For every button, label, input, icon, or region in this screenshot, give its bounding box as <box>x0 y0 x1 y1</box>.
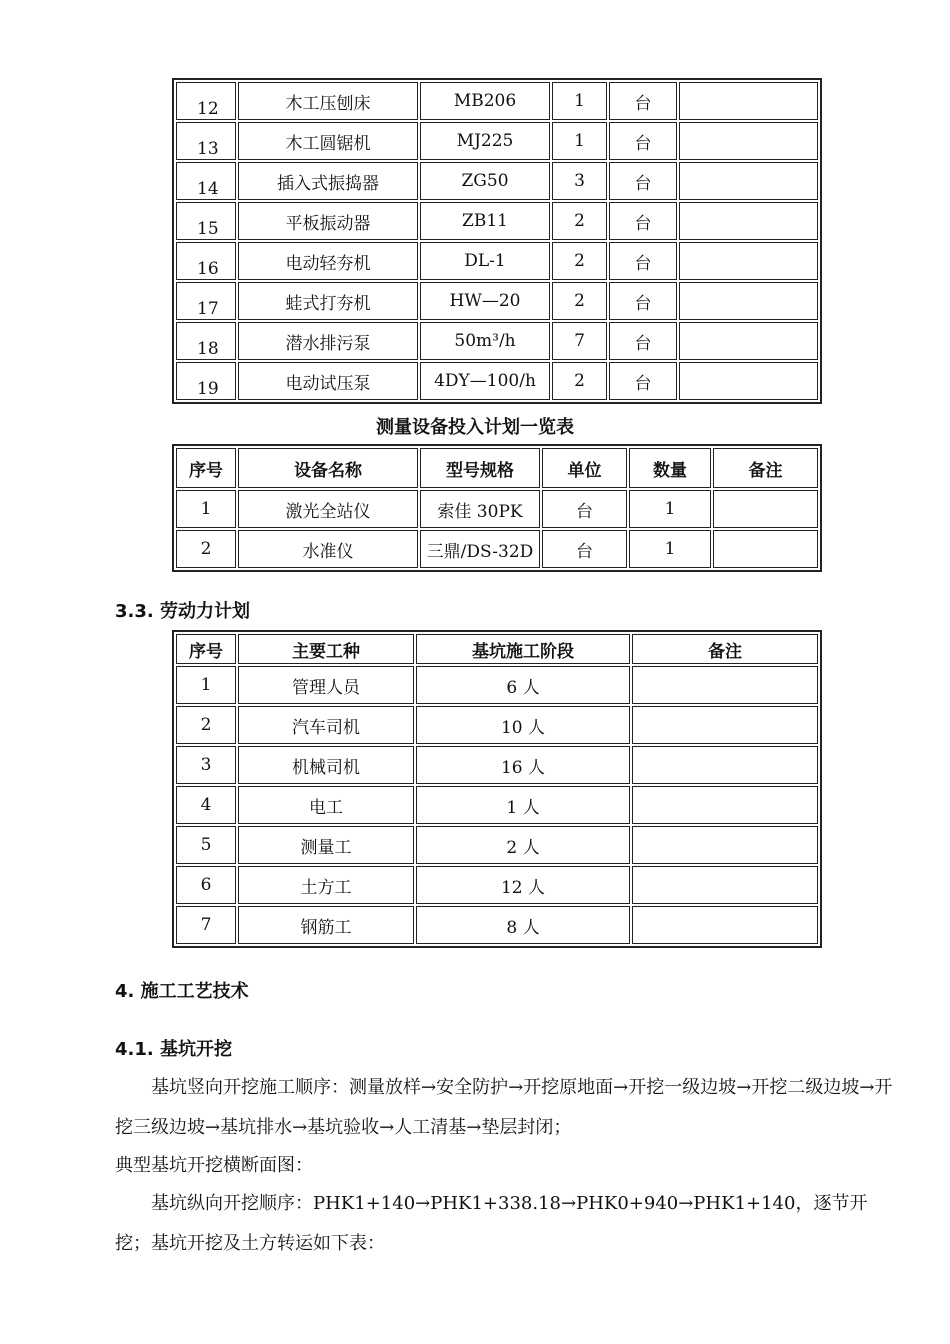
table-cell: 2 <box>552 362 607 400</box>
table-cell: 三鼎/DS-32D <box>420 530 540 568</box>
table-cell: 测量工 <box>238 826 414 864</box>
table-cell: 4 <box>176 786 236 824</box>
table-row <box>176 866 818 904</box>
table-cell: 激光全站仪 <box>238 490 418 528</box>
table-cell: 7 <box>552 322 607 360</box>
table-cell: 插入式振捣器 <box>238 162 418 200</box>
table-cell: 2 <box>552 202 607 240</box>
table-cell: DL-1 <box>420 242 550 280</box>
header-cell: 备注 <box>713 448 818 488</box>
table-cell: 2 <box>176 530 236 568</box>
table-row <box>176 490 818 528</box>
table-cell: 潜水排污泵 <box>238 322 418 360</box>
table-cell <box>632 746 818 784</box>
labor-table <box>172 630 822 948</box>
table-cell: 木工压刨床 <box>238 82 418 120</box>
table-cell: 8 人 <box>416 906 630 944</box>
table-cell: 台 <box>609 162 677 200</box>
table-cell: 台 <box>542 530 627 568</box>
table-cell: 14 <box>176 162 236 200</box>
table-cell <box>679 322 818 360</box>
table-row <box>176 202 818 240</box>
table-cell: 水准仪 <box>238 530 418 568</box>
table-cell <box>679 362 818 400</box>
table-cell <box>679 122 818 160</box>
table-cell: 木工圆锯机 <box>238 122 418 160</box>
table-cell: 管理人员 <box>238 666 414 704</box>
table-row <box>176 322 818 360</box>
table-cell: 蛙式打夯机 <box>238 282 418 320</box>
table-cell: 19 <box>176 362 236 400</box>
header-cell: 基坑施工阶段 <box>416 634 630 664</box>
header-cell: 序号 <box>176 634 236 664</box>
table-cell: 16 人 <box>416 746 630 784</box>
table-cell: 1 <box>629 530 711 568</box>
table-cell: 3 <box>176 746 236 784</box>
table-row <box>176 826 818 864</box>
table-row <box>176 706 818 744</box>
table-cell: 17 <box>176 282 236 320</box>
table-cell: 6 人 <box>416 666 630 704</box>
table-cell <box>679 162 818 200</box>
header-cell: 序号 <box>176 448 236 488</box>
table-cell: 土方工 <box>238 866 414 904</box>
equipment-table <box>172 78 822 404</box>
table-cell: 50m³/h <box>420 322 550 360</box>
table-cell: 电工 <box>238 786 414 824</box>
table-cell <box>679 282 818 320</box>
table-row <box>176 122 818 160</box>
table-cell: 台 <box>609 362 677 400</box>
table-cell: 12 <box>176 82 236 120</box>
table-cell: 1 人 <box>416 786 630 824</box>
table-cell: HW—20 <box>420 282 550 320</box>
header-cell: 型号规格 <box>420 448 540 488</box>
table-cell: 1 <box>176 490 236 528</box>
table-row <box>176 786 818 824</box>
table-cell: ZB11 <box>420 202 550 240</box>
survey-table-title: 测量设备投入计划一览表 <box>376 417 574 438</box>
table-cell: 台 <box>609 122 677 160</box>
table-cell: 电动轻夯机 <box>238 242 418 280</box>
table-cell <box>713 530 818 568</box>
table-cell: 10 人 <box>416 706 630 744</box>
table-row <box>176 282 818 320</box>
table-cell <box>632 786 818 824</box>
paragraph-cross-section: 典型基坑开挖横断面图： <box>115 1155 313 1176</box>
table-cell: 汽车司机 <box>238 706 414 744</box>
table-cell <box>632 666 818 704</box>
table-row <box>176 530 818 568</box>
table-cell: 5 <box>176 826 236 864</box>
table-cell <box>679 82 818 120</box>
table-cell: 平板振动器 <box>238 202 418 240</box>
table-cell: 1 <box>552 82 607 120</box>
paragraph-excavation-sequence: 基坑竖向开挖施工顺序：测量放样→安全防护→开挖原地面→开挖一级边坡→开挖二级边坡→开挖三级边坡→基坑排水→基坑验收→人工清基→垫层封闭； <box>115 1077 893 1138</box>
table-cell: 4DY—100/h <box>420 362 550 400</box>
table-cell: ZG50 <box>420 162 550 200</box>
table-cell <box>713 490 818 528</box>
table-cell: 2 <box>552 282 607 320</box>
table-cell: 1 <box>552 122 607 160</box>
table-cell: 索佳 30PK <box>420 490 540 528</box>
header-cell: 单位 <box>542 448 627 488</box>
section-4-1-heading: 4.1. 基坑开挖 <box>115 1039 232 1060</box>
table-cell: 电动试压泵 <box>238 362 418 400</box>
table-cell: 2 <box>552 242 607 280</box>
table-cell: 18 <box>176 322 236 360</box>
table-row <box>176 906 818 944</box>
section-4-heading: 4. 施工工艺技术 <box>115 981 249 1002</box>
table-cell: 1 <box>176 666 236 704</box>
paragraph-longitudinal-sequence: 基坑纵向开挖顺序：PHK1+140→PHK1+338.18→PHK0+940→PHK1+140，逐节开挖；基坑开挖及土方转运如下表： <box>115 1193 868 1254</box>
table-cell <box>632 706 818 744</box>
table-cell <box>679 242 818 280</box>
table-row <box>176 746 818 784</box>
table-cell: 6 <box>176 866 236 904</box>
table-row <box>176 242 818 280</box>
table-cell: 7 <box>176 906 236 944</box>
table-row <box>176 82 818 120</box>
table-cell: 钢筋工 <box>238 906 414 944</box>
table-cell: 2 人 <box>416 826 630 864</box>
table-cell: MJ225 <box>420 122 550 160</box>
table-cell <box>632 866 818 904</box>
table-cell: 台 <box>609 202 677 240</box>
table-row <box>176 362 818 400</box>
table-cell: 台 <box>542 490 627 528</box>
table-cell: 16 <box>176 242 236 280</box>
table-cell: 13 <box>176 122 236 160</box>
header-cell: 主要工种 <box>238 634 414 664</box>
section-3-3-heading: 3.3. 劳动力计划 <box>115 601 250 622</box>
table-cell: 1 <box>629 490 711 528</box>
table-cell: 15 <box>176 202 236 240</box>
table-cell: 12 人 <box>416 866 630 904</box>
table-cell <box>632 826 818 864</box>
survey-equipment-table <box>172 444 822 572</box>
table-row <box>176 666 818 704</box>
table-cell <box>632 906 818 944</box>
table-cell: 2 <box>176 706 236 744</box>
table-cell: 台 <box>609 322 677 360</box>
header-cell: 数量 <box>629 448 711 488</box>
table-row <box>176 162 818 200</box>
table-cell: 台 <box>609 282 677 320</box>
table-cell: 台 <box>609 242 677 280</box>
table-cell: 机械司机 <box>238 746 414 784</box>
table-cell: MB206 <box>420 82 550 120</box>
header-cell: 设备名称 <box>238 448 418 488</box>
table-cell: 3 <box>552 162 607 200</box>
header-cell: 备注 <box>632 634 818 664</box>
table-cell: 台 <box>609 82 677 120</box>
table-cell <box>679 202 818 240</box>
